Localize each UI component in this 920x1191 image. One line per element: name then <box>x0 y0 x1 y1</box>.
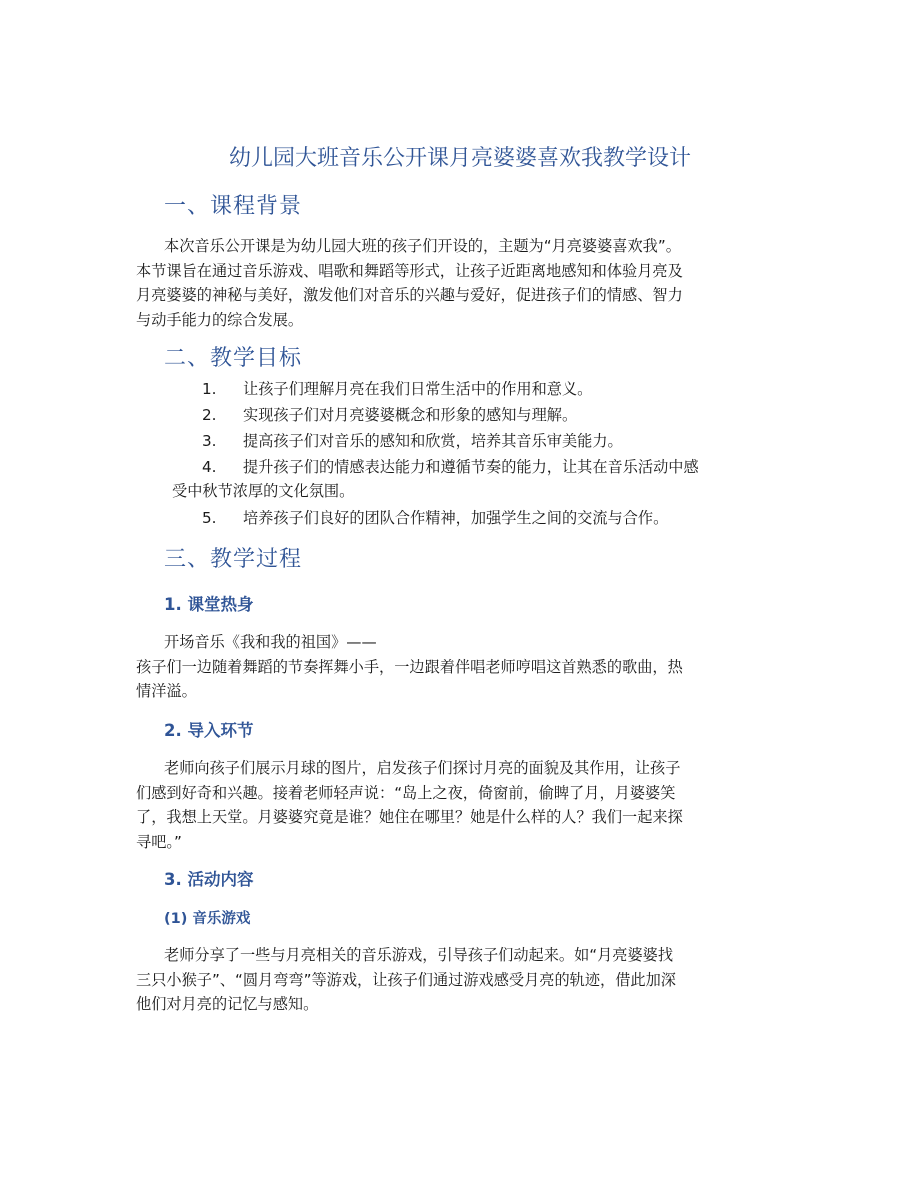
heading-music-game: (1) 音乐游戏 <box>164 911 251 927</box>
text-line: 他们对月亮的记忆与感知。 <box>136 995 319 1013</box>
text-line: 开场音乐《我和我的祖国》—— <box>164 633 377 651</box>
text-line: 本节课旨在通过音乐游戏、唱歌和舞蹈等形式，让孩子近距离地感知和体验月亮及 <box>136 261 683 280</box>
list-item-continuation: 受中秋节浓厚的文化氛围。 <box>172 482 355 500</box>
text-line: 三只小猴子”、“圆月弯弯”等游戏，让孩子们通过游戏感受月亮的轨迹，借此加深 <box>136 970 676 989</box>
text-line: 本次音乐公开课是为幼儿园大班的孩子们开设的，主题为“月亮婆婆喜欢我”。 <box>164 237 681 255</box>
text-line: 了，我想上天堂。月婆婆究竟是谁？她住在哪里？她是什么样的人？我们一起来探 <box>136 808 683 826</box>
list-number: 1. <box>202 380 217 398</box>
text-line: 月亮婆婆的神秘与美好，激发他们对音乐的兴趣与爱好，促进孩子们的情感、智力 <box>136 286 683 304</box>
text-line: 与动手能力的综合发展。 <box>136 310 304 329</box>
text-line: 情洋溢。 <box>136 682 197 700</box>
heading-teaching-process: 三、教学过程 <box>164 547 303 572</box>
heading-intro: 2. 导入环节 <box>164 721 254 740</box>
heading-teaching-goals: 二、教学目标 <box>164 346 303 371</box>
paragraph-music-game <box>136 943 786 1017</box>
text-line: 老师向孩子们展示月球的图片，启发孩子们探讨月亮的面貌及其作用，让孩子 <box>164 759 681 777</box>
text-line: 孩子们一边随着舞蹈的节奏挥舞小手，一边跟着伴唱老师哼唱这首熟悉的歌曲，热 <box>136 657 683 676</box>
list-text: 让孩子们理解月亮在我们日常生活中的作用和意义。 <box>243 380 593 398</box>
heading-course-background: 一、课程背景 <box>164 194 303 219</box>
list-number: 3. <box>202 432 217 450</box>
heading-warmup: 1. 课堂热身 <box>164 595 254 614</box>
list-number: 4. <box>202 458 217 476</box>
list-number: 2. <box>202 406 217 424</box>
heading-activity: 3. 活动内容 <box>164 870 254 889</box>
paragraph-intro <box>136 756 786 854</box>
text-line: 寻吧。” <box>136 832 182 851</box>
list-text: 培养孩子们良好的团队合作精神，加强学生之间的交流与合作。 <box>243 509 669 527</box>
list-number: 5. <box>202 509 217 527</box>
text-line: 老师分享了一些与月亮相关的音乐游戏，引导孩子们动起来。如“月亮婆婆找 <box>164 946 674 964</box>
paragraph-background <box>136 234 786 332</box>
document-title: 幼儿园大班音乐公开课月亮婆婆喜欢我教学设计 <box>228 146 691 171</box>
text-line: 们感到好奇和兴趣。接着老师轻声说：“岛上之夜，倚窗前，偷睥了月，月婆婆笑 <box>136 783 676 802</box>
paragraph-warmup <box>136 630 786 704</box>
list-text: 提升孩子们的情感表达能力和遵循节奏的能力，让其在音乐活动中感 <box>243 458 699 476</box>
list-text: 提高孩子们对音乐的感知和欣赏，培养其音乐审美能力。 <box>243 432 623 450</box>
list-text: 实现孩子们对月亮婆婆概念和形象的感知与理解。 <box>243 406 578 424</box>
